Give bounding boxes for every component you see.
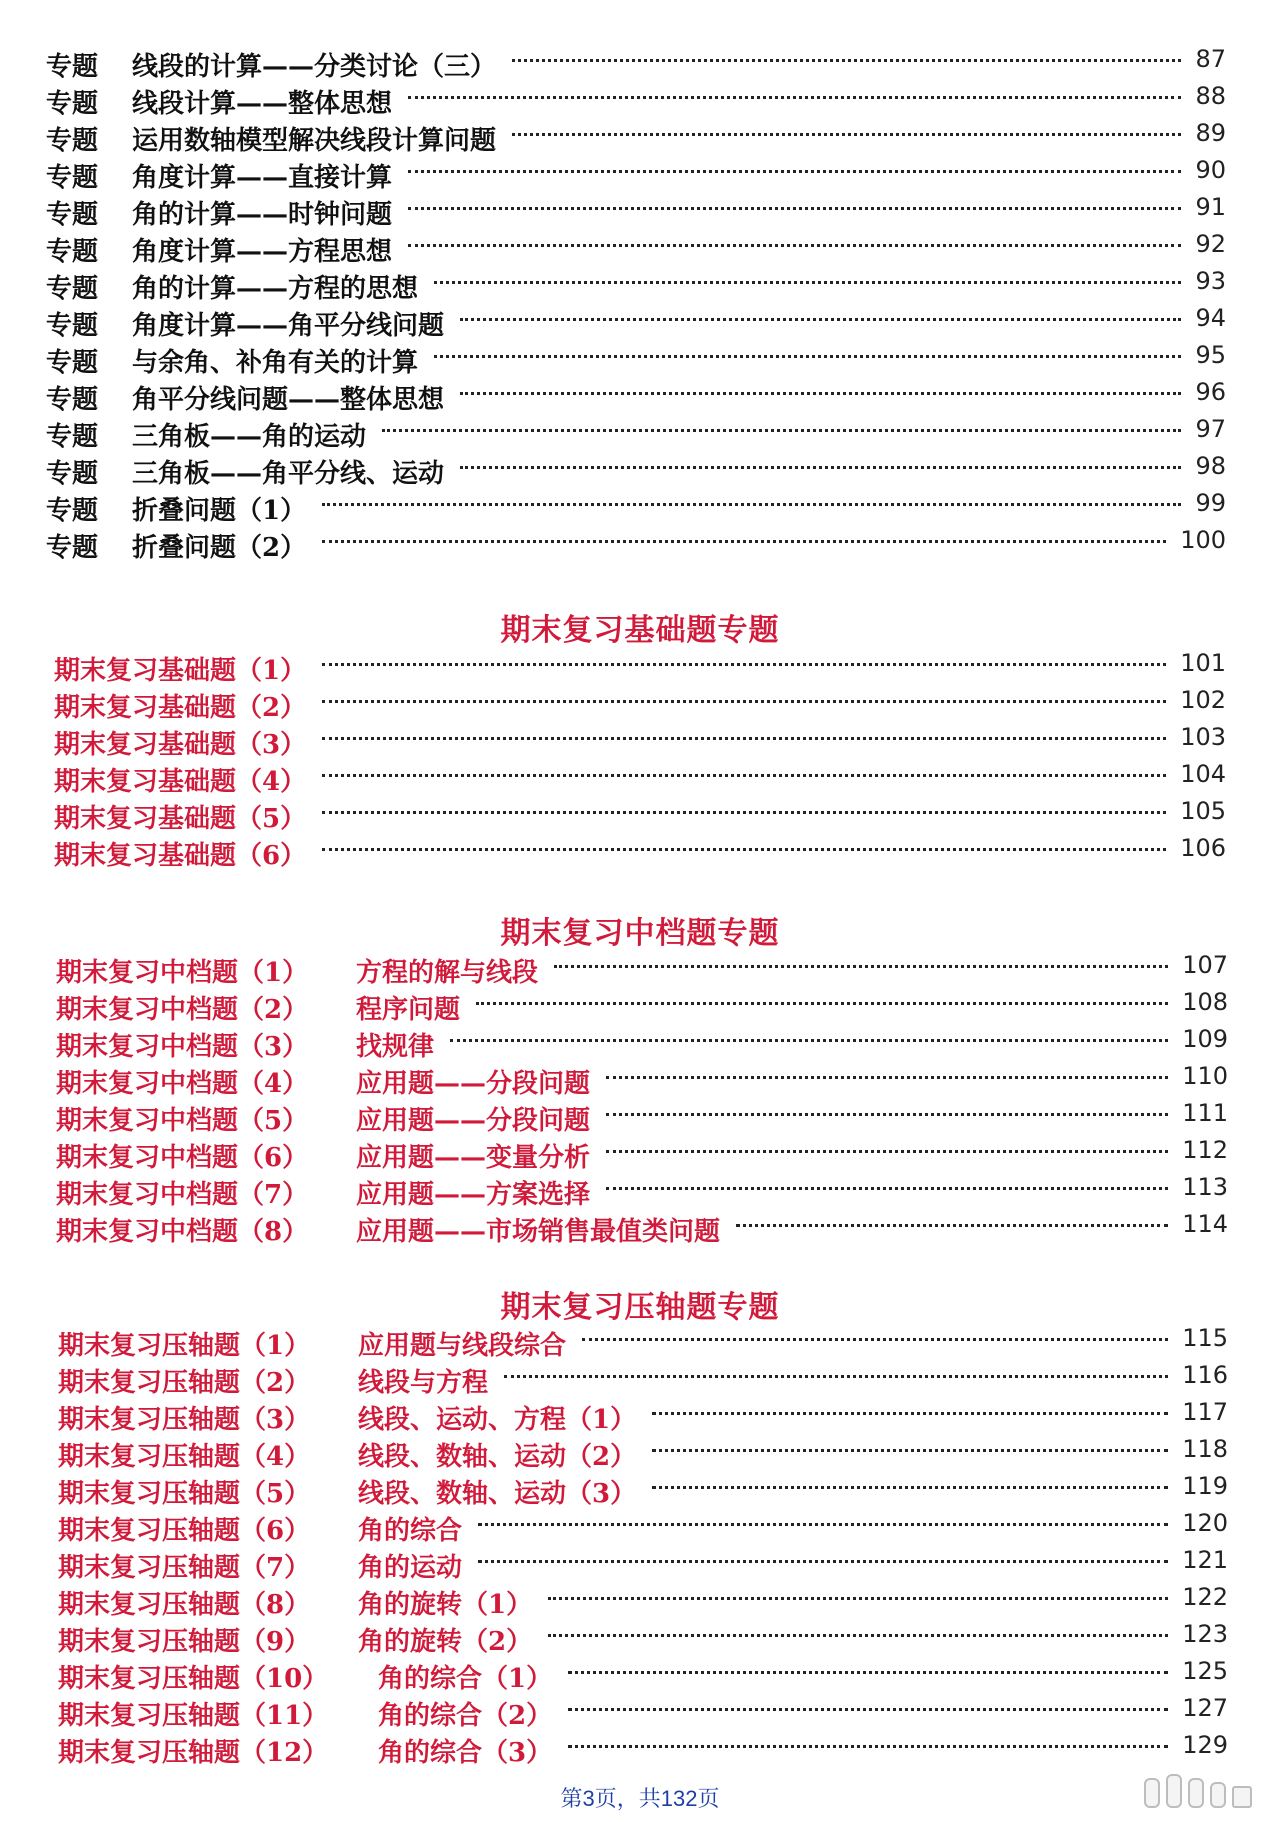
toc-row[interactable] — [58, 1584, 1228, 1621]
toc-title: 线段、数轴、运动（3） — [358, 1479, 637, 1509]
dot-leader — [322, 503, 1181, 506]
toc-label: 期末复习基础题（2） — [54, 693, 307, 723]
dot-leader — [652, 1412, 1168, 1415]
toc-title: 运用数轴模型解决线段计算问题 — [132, 126, 497, 156]
toc-label: 期末复习中档题（3） — [56, 1032, 309, 1062]
page-number: 107 — [1182, 950, 1228, 979]
toc-label: 期末复习压轴题（12） — [58, 1738, 329, 1768]
dot-leader — [736, 1224, 1168, 1227]
toc-row[interactable] — [46, 379, 1226, 416]
toc-row[interactable] — [56, 989, 1228, 1026]
page-number: 120 — [1182, 1508, 1228, 1537]
page-number: 121 — [1182, 1545, 1228, 1574]
toc-title: 应用题——方案选择 — [356, 1180, 591, 1210]
toc-label: 期末复习基础题（3） — [54, 730, 307, 760]
page-number: 125 — [1182, 1656, 1228, 1685]
watermark-logo-icon — [1144, 1774, 1252, 1808]
page-number: 103 — [1180, 722, 1226, 751]
toc-row[interactable] — [58, 1695, 1228, 1732]
toc-row[interactable] — [54, 724, 1226, 761]
dot-leader — [554, 965, 1168, 968]
toc-title: 找规律 — [356, 1032, 435, 1062]
toc-row[interactable] — [46, 157, 1226, 194]
toc-row[interactable] — [46, 194, 1226, 231]
toc-label: 期末复习压轴题（6） — [58, 1516, 311, 1546]
dot-leader — [568, 1745, 1168, 1748]
toc-label: 专题 — [46, 422, 99, 452]
toc-row[interactable] — [58, 1547, 1228, 1584]
page-number: 122 — [1182, 1582, 1228, 1611]
toc-row[interactable] — [58, 1362, 1228, 1399]
toc-row[interactable] — [56, 1174, 1228, 1211]
toc-title: 应用题与线段综合 — [358, 1331, 567, 1361]
page-number: 104 — [1180, 759, 1226, 788]
dot-leader — [322, 663, 1166, 666]
toc-row[interactable] — [54, 798, 1226, 835]
page-number: 94 — [1195, 303, 1226, 332]
toc-row[interactable] — [46, 231, 1226, 268]
dot-leader — [322, 848, 1166, 851]
toc-row[interactable] — [46, 268, 1226, 305]
toc-label: 期末复习中档题（4） — [56, 1069, 309, 1099]
toc-title: 角度计算——方程思想 — [132, 237, 393, 267]
dot-leader — [548, 1597, 1168, 1600]
page-number: 109 — [1182, 1024, 1228, 1053]
toc-row[interactable] — [58, 1732, 1228, 1769]
toc-title: 角平分线问题——整体思想 — [132, 385, 445, 415]
dot-leader — [322, 737, 1166, 740]
toc-title: 角度计算——直接计算 — [132, 163, 393, 193]
toc-title: 角的综合 — [358, 1516, 463, 1546]
toc-title: 角度计算——角平分线问题 — [132, 311, 445, 341]
page-number: 89 — [1195, 118, 1226, 147]
toc-row[interactable] — [46, 83, 1226, 120]
toc-row[interactable] — [46, 527, 1226, 564]
toc-label: 专题 — [46, 126, 99, 156]
page-number: 106 — [1180, 833, 1226, 862]
toc-title: 线段、数轴、运动（2） — [358, 1442, 637, 1472]
toc-row[interactable] — [58, 1325, 1228, 1362]
dot-leader — [606, 1076, 1168, 1079]
page-number: 101 — [1180, 648, 1226, 677]
toc-title: 角的旋转（1） — [358, 1590, 533, 1620]
page-number: 113 — [1182, 1172, 1228, 1201]
toc-label: 期末复习基础题（1） — [54, 656, 307, 686]
page-number: 114 — [1182, 1209, 1228, 1238]
dot-leader — [322, 774, 1166, 777]
toc-label: 期末复习基础题（5） — [54, 804, 307, 834]
page-number: 116 — [1182, 1360, 1228, 1389]
dot-leader — [512, 133, 1181, 136]
toc-title: 应用题——分段问题 — [356, 1069, 591, 1099]
toc-title: 角的综合（2） — [378, 1701, 553, 1731]
toc-title: 三角板——角的运动 — [132, 422, 367, 452]
toc-row[interactable] — [54, 761, 1226, 798]
toc-row[interactable] — [54, 835, 1226, 872]
section-heading: 期末复习压轴题专题 — [500, 1290, 780, 1325]
toc-row[interactable] — [58, 1658, 1228, 1695]
page-number: 92 — [1195, 229, 1226, 258]
toc-row[interactable] — [56, 1137, 1228, 1174]
toc-row[interactable] — [46, 46, 1226, 83]
toc-label: 期末复习压轴题（9） — [58, 1627, 311, 1657]
toc-label: 专题 — [46, 163, 99, 193]
toc-title: 角的综合（3） — [378, 1738, 553, 1768]
toc-label: 专题 — [46, 496, 99, 526]
page-number: 93 — [1195, 266, 1226, 295]
toc-label: 期末复习基础题（4） — [54, 767, 307, 797]
dot-leader — [478, 1560, 1168, 1563]
page-number: 99 — [1195, 488, 1226, 517]
toc-label: 期末复习压轴题（1） — [58, 1331, 311, 1361]
page-number: 100 — [1180, 525, 1226, 554]
toc-label: 期末复习中档题（2） — [56, 995, 309, 1025]
toc-row[interactable] — [46, 342, 1226, 379]
page-number: 91 — [1195, 192, 1226, 221]
page-indicator: 第3页，共132页 — [560, 1786, 720, 1811]
dot-leader — [434, 281, 1181, 284]
toc-title: 线段与方程 — [358, 1368, 489, 1398]
toc-label: 专题 — [46, 385, 99, 415]
toc-label: 专题 — [46, 89, 99, 119]
toc-title: 程序问题 — [356, 995, 461, 1025]
dot-leader — [568, 1671, 1168, 1674]
toc-title: 应用题——分段问题 — [356, 1106, 591, 1136]
toc-row[interactable] — [56, 1100, 1228, 1137]
toc-row[interactable] — [58, 1621, 1228, 1658]
dot-leader — [548, 1634, 1168, 1637]
toc-title: 折叠问题（2） — [132, 533, 307, 563]
toc-row[interactable] — [54, 650, 1226, 687]
toc-row[interactable] — [58, 1510, 1228, 1547]
toc-title: 线段、运动、方程（1） — [358, 1405, 637, 1435]
dot-leader — [652, 1449, 1168, 1452]
dot-leader — [460, 392, 1181, 395]
toc-label: 期末复习基础题（6） — [54, 841, 307, 871]
dot-leader — [476, 1002, 1168, 1005]
toc-label: 期末复习中档题（5） — [56, 1106, 309, 1136]
toc-row[interactable] — [46, 490, 1226, 527]
page-number: 111 — [1182, 1098, 1228, 1127]
dot-leader — [450, 1039, 1168, 1042]
section-heading: 期末复习基础题专题 — [500, 613, 780, 648]
toc-title: 线段的计算——分类讨论（三） — [132, 52, 497, 82]
toc-label: 期末复习压轴题（10） — [58, 1664, 329, 1694]
toc-label: 专题 — [46, 311, 99, 341]
toc-row[interactable] — [46, 305, 1226, 342]
toc-title: 折叠问题（1） — [132, 496, 307, 526]
dot-leader — [408, 96, 1181, 99]
toc-row[interactable] — [46, 120, 1226, 157]
dot-leader — [382, 429, 1181, 432]
page-number: 98 — [1195, 451, 1226, 480]
page-number: 112 — [1182, 1135, 1228, 1164]
page-number: 88 — [1195, 81, 1226, 110]
toc-label: 专题 — [46, 459, 99, 489]
toc-title: 应用题——市场销售最值类问题 — [356, 1217, 721, 1247]
toc-label: 期末复习中档题（7） — [56, 1180, 309, 1210]
toc-label: 期末复习压轴题（2） — [58, 1368, 311, 1398]
dot-leader — [322, 811, 1166, 814]
toc-label: 期末复习中档题（8） — [56, 1217, 309, 1247]
page-number: 119 — [1182, 1471, 1228, 1500]
toc-label: 期末复习压轴题（5） — [58, 1479, 311, 1509]
toc-label: 专题 — [46, 200, 99, 230]
page-number: 102 — [1180, 685, 1226, 714]
toc-title: 角的综合（1） — [378, 1664, 553, 1694]
toc-row[interactable] — [46, 453, 1226, 490]
toc-title: 三角板——角平分线、运动 — [132, 459, 445, 489]
dot-leader — [460, 466, 1181, 469]
toc-title: 角的旋转（2） — [358, 1627, 533, 1657]
dot-leader — [652, 1486, 1168, 1489]
dot-leader — [434, 355, 1181, 358]
toc-row[interactable] — [56, 952, 1228, 989]
toc-row[interactable] — [56, 1063, 1228, 1100]
toc-title: 角的运动 — [358, 1553, 463, 1583]
page-number: 108 — [1182, 987, 1228, 1016]
page-number: 110 — [1182, 1061, 1228, 1090]
toc-label: 专题 — [46, 237, 99, 267]
toc-row[interactable] — [54, 687, 1226, 724]
toc-label: 专题 — [46, 348, 99, 378]
toc-label: 期末复习中档题（1） — [56, 958, 309, 988]
toc-row[interactable] — [58, 1473, 1228, 1510]
toc-label: 专题 — [46, 274, 99, 304]
toc-title: 与余角、补角有关的计算 — [132, 348, 419, 378]
page-number: 115 — [1182, 1323, 1228, 1352]
toc-title: 方程的解与线段 — [356, 958, 539, 988]
page-number: 117 — [1182, 1397, 1228, 1426]
toc-label: 专题 — [46, 533, 99, 563]
toc-title: 线段计算——整体思想 — [132, 89, 393, 119]
page-number: 129 — [1182, 1730, 1228, 1759]
dot-leader — [478, 1523, 1168, 1526]
toc-row[interactable] — [58, 1399, 1228, 1436]
toc-label: 专题 — [46, 52, 99, 82]
dot-leader — [512, 59, 1181, 62]
page-number: 87 — [1195, 44, 1226, 73]
dot-leader — [504, 1375, 1168, 1378]
dot-leader — [408, 170, 1181, 173]
dot-leader — [606, 1187, 1168, 1190]
toc-title: 应用题——变量分析 — [356, 1143, 591, 1173]
dot-leader — [606, 1150, 1168, 1153]
dot-leader — [460, 318, 1181, 321]
page-number: 123 — [1182, 1619, 1228, 1648]
page-number: 127 — [1182, 1693, 1228, 1722]
toc-row[interactable] — [46, 416, 1226, 453]
page-number: 105 — [1180, 796, 1226, 825]
toc-title: 角的计算——时钟问题 — [132, 200, 393, 230]
dot-leader — [322, 700, 1166, 703]
page-number: 95 — [1195, 340, 1226, 369]
page-number: 97 — [1195, 414, 1226, 443]
toc-label: 期末复习压轴题（11） — [58, 1701, 329, 1731]
toc-label: 期末复习压轴题（3） — [58, 1405, 311, 1435]
section-heading: 期末复习中档题专题 — [500, 916, 780, 951]
toc-label: 期末复习中档题（6） — [56, 1143, 309, 1173]
dot-leader — [568, 1708, 1168, 1711]
page-number: 96 — [1195, 377, 1226, 406]
page-number: 90 — [1195, 155, 1226, 184]
toc-row[interactable] — [56, 1211, 1228, 1248]
toc-row[interactable] — [56, 1026, 1228, 1063]
dot-leader — [606, 1113, 1168, 1116]
dot-leader — [408, 207, 1181, 210]
page-number: 118 — [1182, 1434, 1228, 1463]
toc-title: 角的计算——方程的思想 — [132, 274, 419, 304]
dot-leader — [322, 540, 1166, 543]
toc-label: 期末复习压轴题（8） — [58, 1590, 311, 1620]
dot-leader — [408, 244, 1181, 247]
toc-label: 期末复习压轴题（4） — [58, 1442, 311, 1472]
toc-label: 期末复习压轴题（7） — [58, 1553, 311, 1583]
toc-row[interactable] — [58, 1436, 1228, 1473]
dot-leader — [582, 1338, 1168, 1341]
